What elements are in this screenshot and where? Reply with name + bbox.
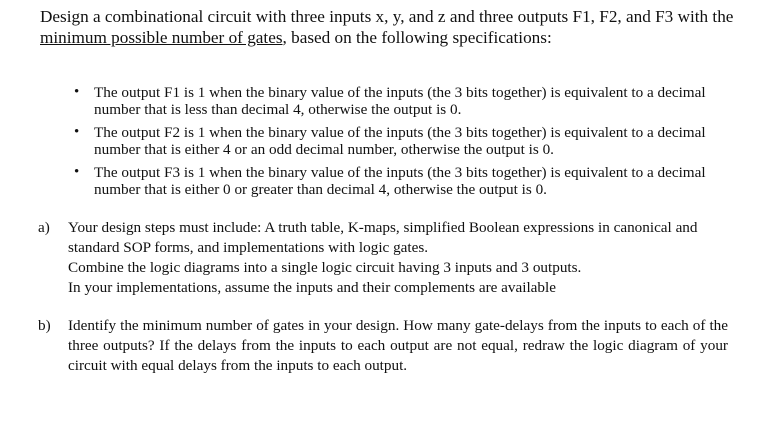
bullet-icon: • xyxy=(74,84,80,100)
specification-list xyxy=(72,84,732,204)
intro-text-start: Design a combinational circuit with three inputs x, y, and z and three outputs F1, F2, and F3 with the xyxy=(40,7,734,26)
part-a-line-2: Combine the logic diagrams into a single logic circuit having 3 inputs and 3 outputs. xyxy=(68,259,582,276)
spec-item-f1 xyxy=(72,84,732,118)
part-a-line-1: Your design steps must include: A truth table, K-maps, simplified Boolean expressions in canonical and standard SOP forms, and implementations with logic gates. xyxy=(68,219,698,256)
spec-item-f3 xyxy=(72,164,732,198)
spec-text-f2: The output F2 is 1 when the binary value of the inputs (the 3 bits together) is equivalent to a decimal number that is either 4 or an odd decimal number, otherwise the output is 0. xyxy=(94,124,706,158)
spec-item-f2 xyxy=(72,124,732,158)
problem-intro xyxy=(40,6,740,48)
intro-underlined-phrase: minimum possible number of gates xyxy=(40,28,283,47)
part-b-text: Identify the minimum number of gates in your design. How many gate-delays from the inputs to each of the three outputs? If the delays from the inputs to each output are not equal, redraw the logic diagram of your circuit with equal delays from the inputs to each output. xyxy=(68,317,728,374)
intro-text-end: , based on the following specifications: xyxy=(282,28,552,47)
bullet-icon: • xyxy=(74,164,80,180)
part-a-line-3: In your implementations, assume the inputs and their complements are available xyxy=(68,279,556,296)
part-a-marker: a) xyxy=(38,219,50,236)
part-a xyxy=(38,218,728,298)
part-b xyxy=(38,316,728,376)
bullet-icon: • xyxy=(74,124,80,140)
spec-text-f1: The output F1 is 1 when the binary value of the inputs (the 3 bits together) is equivalent to a decimal number that is less than decimal 4, otherwise the output is 0. xyxy=(94,84,706,118)
spec-text-f3: The output F3 is 1 when the binary value of the inputs (the 3 bits together) is equivalent to a decimal number that is either 0 or greater than decimal 4, otherwise the output is 0. xyxy=(94,164,706,198)
part-b-marker: b) xyxy=(38,317,51,334)
